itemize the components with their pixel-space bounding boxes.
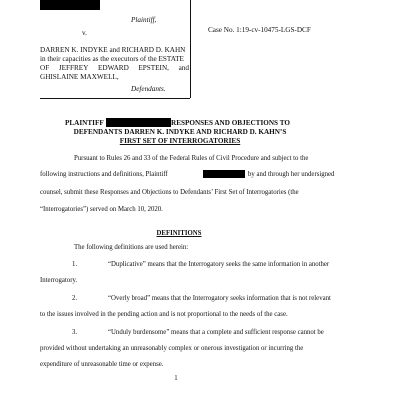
defendants-line-3-word: EPSTEIN,	[138, 64, 169, 72]
defendants-line-3	[40, 64, 189, 73]
defendants-line-4: GHISLAINE MAXWELL,	[40, 73, 119, 81]
defendants-line-3-word: JEFFREY	[58, 64, 89, 72]
redaction-bar-heading	[106, 118, 171, 127]
plaintiff-label: Plaintiff,	[131, 16, 157, 24]
defendants-line-3-word: and	[178, 64, 189, 72]
definition-text: “Overly broad” means that the Interrogatory seeks information that is not relevant	[108, 295, 331, 302]
redaction-bar-plaintiff-name	[40, 0, 100, 10]
intro-line-2-right: by and through her undersigned	[248, 171, 335, 178]
definition-text: to the issues involved in the pending action and is not proportional to the needs of the case.	[40, 311, 288, 318]
definitions-title: DEFINITIONS	[156, 230, 202, 237]
defendants-label: Defendants.	[131, 85, 166, 93]
definition-text: “Unduly burdensome” means that a complete and sufficient response cannot be	[108, 329, 324, 336]
defendants-line-1: DARREN K. INDYKE and RICHARD D. KAHN	[40, 46, 186, 54]
defendants-line-3-word: EDWARD	[98, 64, 129, 72]
case-number: Case No. 1:19-cv-10475-LGS-DCF	[208, 26, 311, 34]
intro-line-4: “Interrogatories”) served on March 10, 2020.	[40, 206, 163, 213]
definition-number: 1.	[72, 261, 78, 268]
heading-line-1-left: PLAINTIFF	[65, 119, 104, 127]
intro-line-1: Pursuant to Rules 26 and 33 of the Federal Rules of Civil Procedure and subject to the	[74, 155, 309, 162]
versus: v.	[82, 29, 87, 37]
definition-text: Interrogatory.	[40, 277, 78, 284]
heading-line-1-right: RESPONSES AND OBJECTIONS TO	[171, 119, 290, 127]
intro-line-3: counsel, submit these Responses and Objections to Defendants’ First Set of Interrogatories (the	[40, 189, 299, 196]
page-number: 1	[174, 375, 178, 382]
defendants-line-3-word: OF	[40, 64, 50, 72]
definition-number: 2.	[72, 295, 78, 302]
definition-number: 3.	[72, 329, 78, 336]
caption-vertical-rule	[190, 0, 191, 98]
definition-text: provided without undertaking an unreasonably complex or onerous investigation or incurring the	[40, 345, 304, 352]
heading-line-3: FIRST SET OF INTERROGATORIES	[119, 137, 241, 145]
caption-bottom-rule	[40, 98, 190, 99]
redaction-bar-intro	[203, 170, 245, 178]
intro-line-2-left: following instructions and definitions, Plaintiff	[40, 171, 168, 178]
defendants-line-2: in their capacities as the executors of the ESTATE	[40, 55, 184, 63]
heading-line-2: DEFENDANTS DARREN K. INDYKE AND RICHARD D. KAHN’S	[73, 128, 287, 136]
definition-text: “Duplicative” means that the Interrogatory seeks the same information in another	[108, 261, 330, 268]
definition-text: expenditure of unreasonable time or expense.	[40, 361, 164, 368]
definitions-lead: The following definitions are used herein:	[74, 244, 189, 251]
